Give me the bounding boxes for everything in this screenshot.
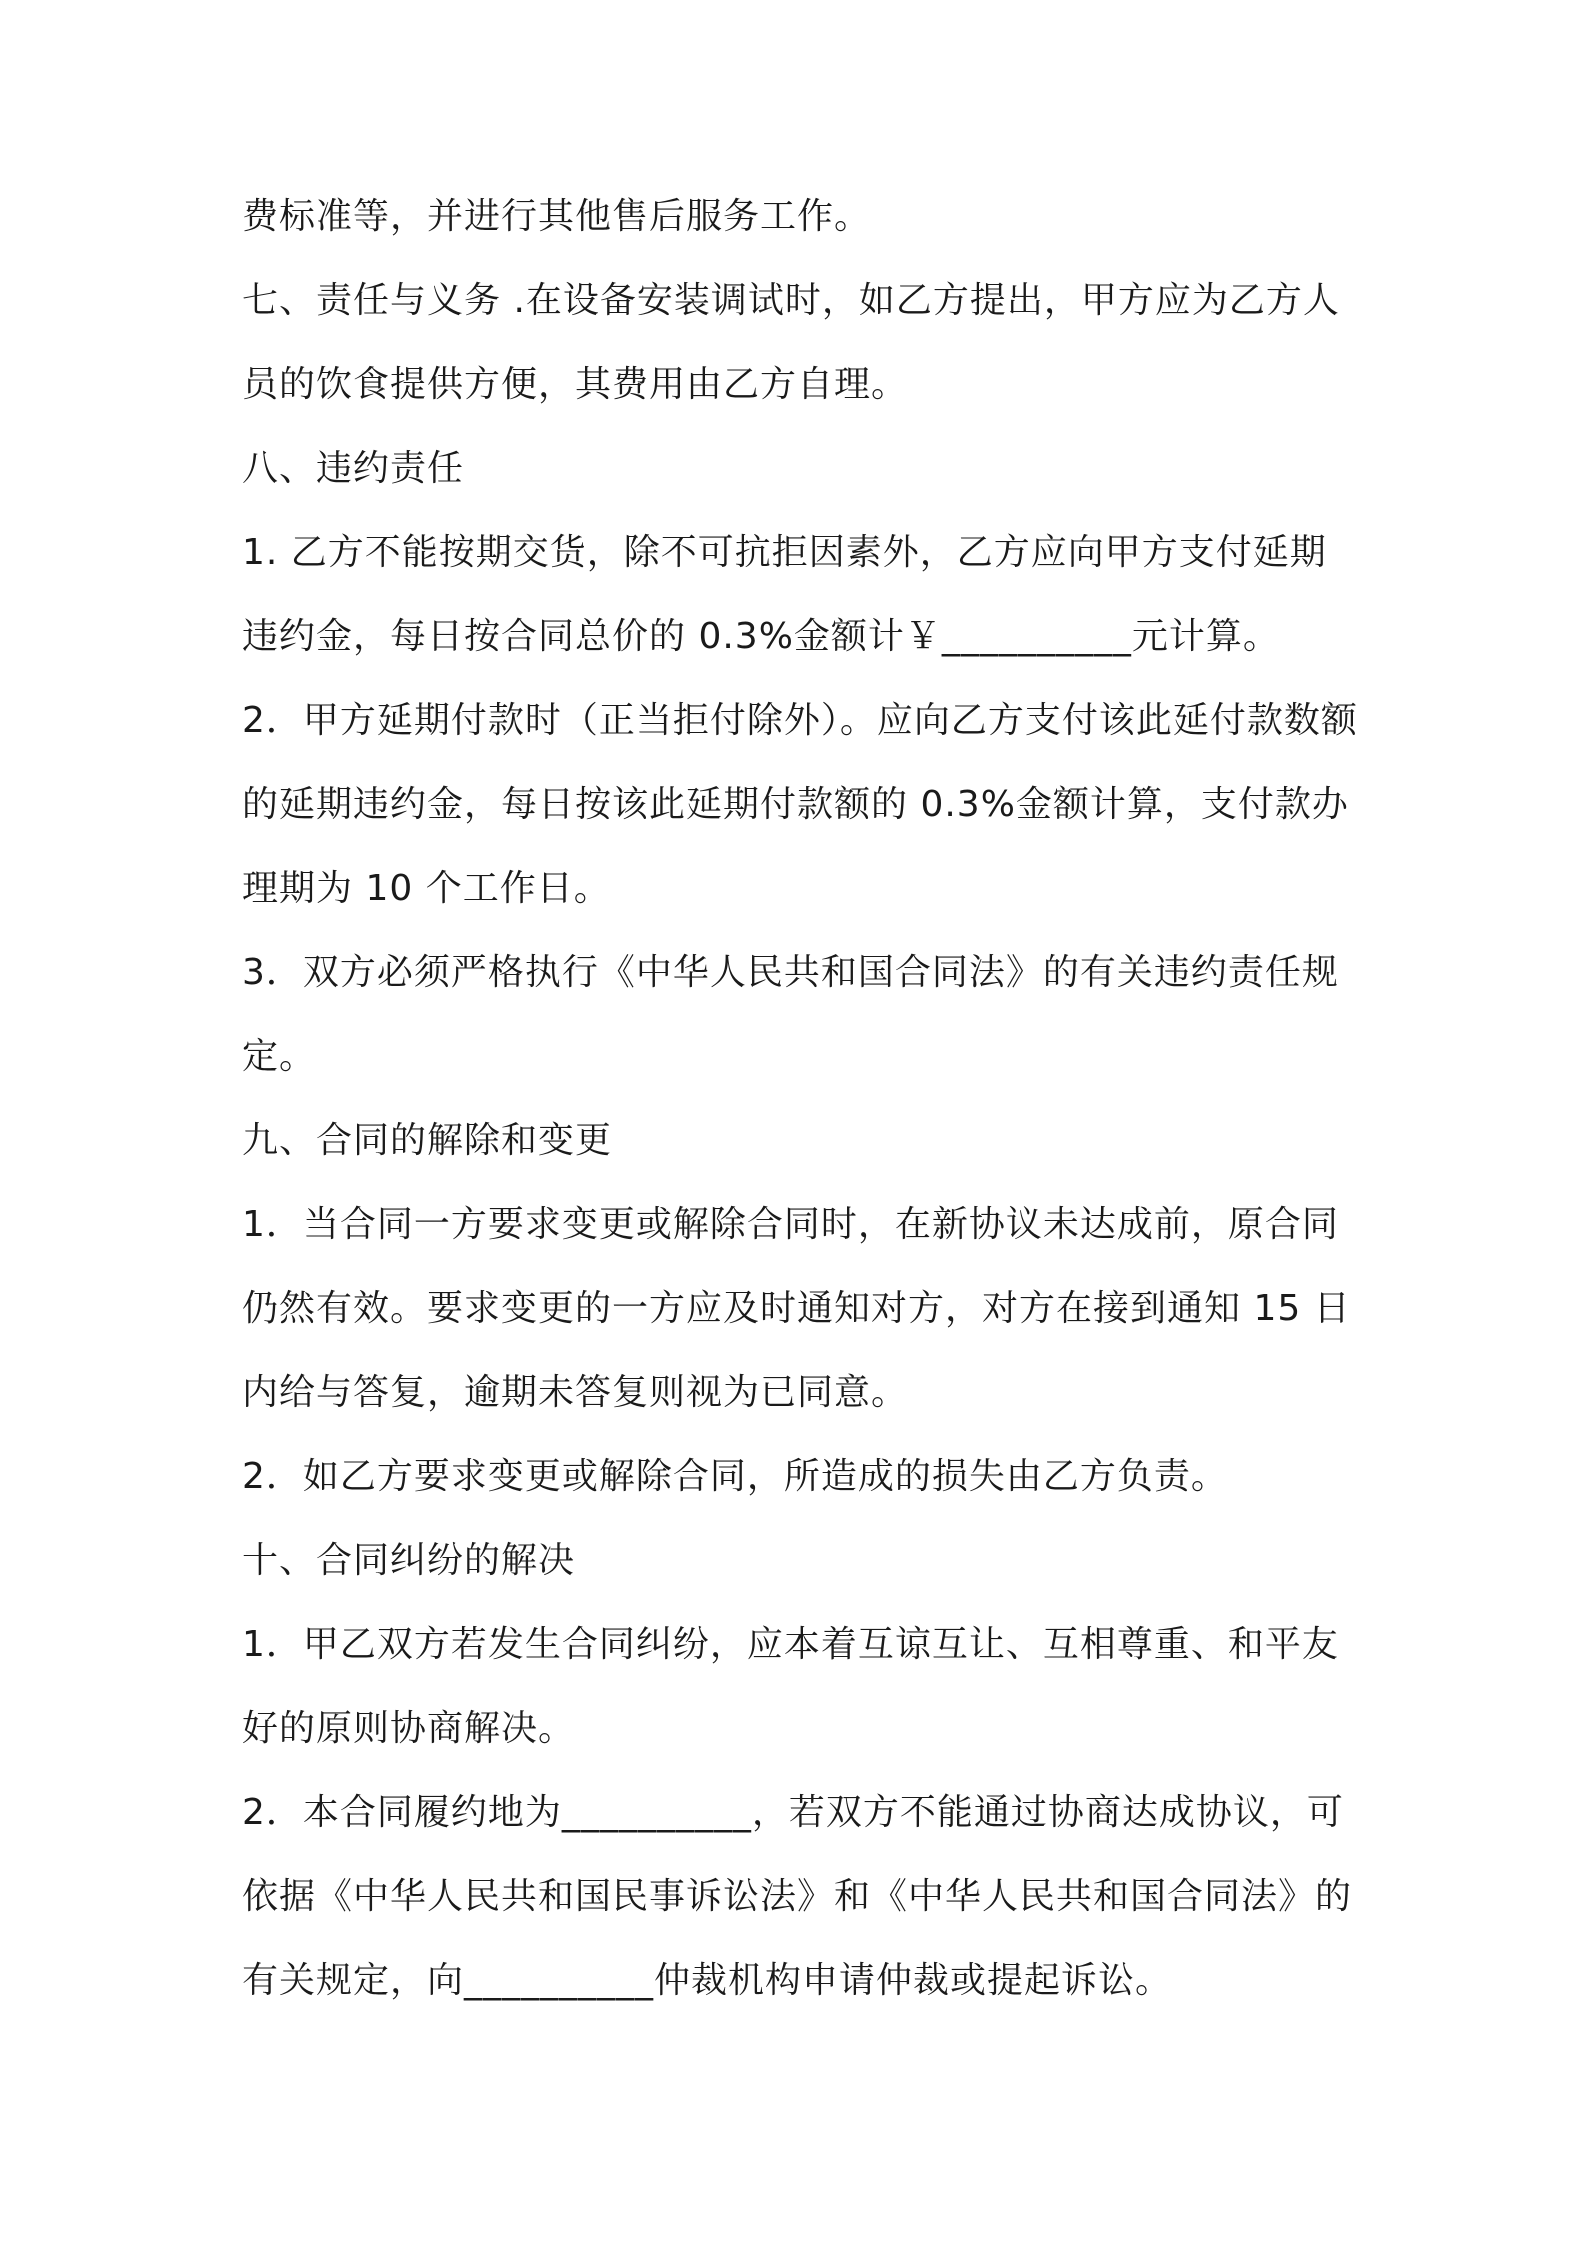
text-line: 好的原则协商解决。 — [242, 1708, 576, 1749]
text-line: 依据《中华人民共和国民事诉讼法》和《中华人民共和国合同法》的 — [242, 1876, 1353, 1917]
text-line: 2．本合同履约地为__________，若双方不能通过协商达成协议，可 — [242, 1792, 1344, 1833]
section-heading-breach: 八、违约责任 — [242, 448, 465, 489]
text-line: 3．双方必须严格执行《中华人民共和国合同法》的有关违约责任规 — [242, 952, 1339, 993]
text-line: 2．如乙方要求变更或解除合同，所造成的损失由乙方负责。 — [242, 1456, 1228, 1497]
section-heading-duties: 七、责任与义务 .在设备安装调试时，如乙方提出，甲方应为乙方人 — [242, 280, 1340, 321]
text-line: 的延期违约金，每日按该此延期付款额的 0.3%金额计算，支付款办 — [242, 784, 1349, 825]
text-line: 1．当合同一方要求变更或解除合同时，在新协议未达成前，原合同 — [242, 1204, 1339, 1245]
text-line: 理期为 10 个工作日。 — [242, 868, 611, 909]
text-line: 2．甲方延期付款时（正当拒付除外）。应向乙方支付该此延付款数额 — [242, 700, 1358, 741]
section-heading-termination: 九、合同的解除和变更 — [242, 1120, 613, 1161]
section-heading-disputes: 十、合同纠纷的解决 — [242, 1540, 576, 1581]
text-line: 1. 乙方不能按期交货，除不可抗拒因素外，乙方应向甲方支付延期 — [242, 532, 1327, 573]
text-line: 违约金，每日按合同总价的 0.3%金额计￥__________元计算。 — [242, 616, 1280, 657]
contract-text-body — [242, 196, 1358, 2044]
text-line: 费标准等，并进行其他售后服务工作。 — [242, 196, 872, 237]
text-line: 员的饮食提供方便，其费用由乙方自理。 — [242, 364, 909, 405]
text-line: 1．甲乙双方若发生合同纠纷，应本着互谅互让、互相尊重、和平友 — [242, 1624, 1339, 1665]
text-line: 内给与答复，逾期未答复则视为已同意。 — [242, 1372, 909, 1413]
text-line: 仍然有效。要求变更的一方应及时通知对方，对方在接到通知 15 日 — [242, 1288, 1351, 1329]
text-line: 定。 — [242, 1036, 317, 1077]
text-line: 有关规定，向__________仲裁机构申请仲裁或提起诉讼。 — [242, 1960, 1173, 2001]
